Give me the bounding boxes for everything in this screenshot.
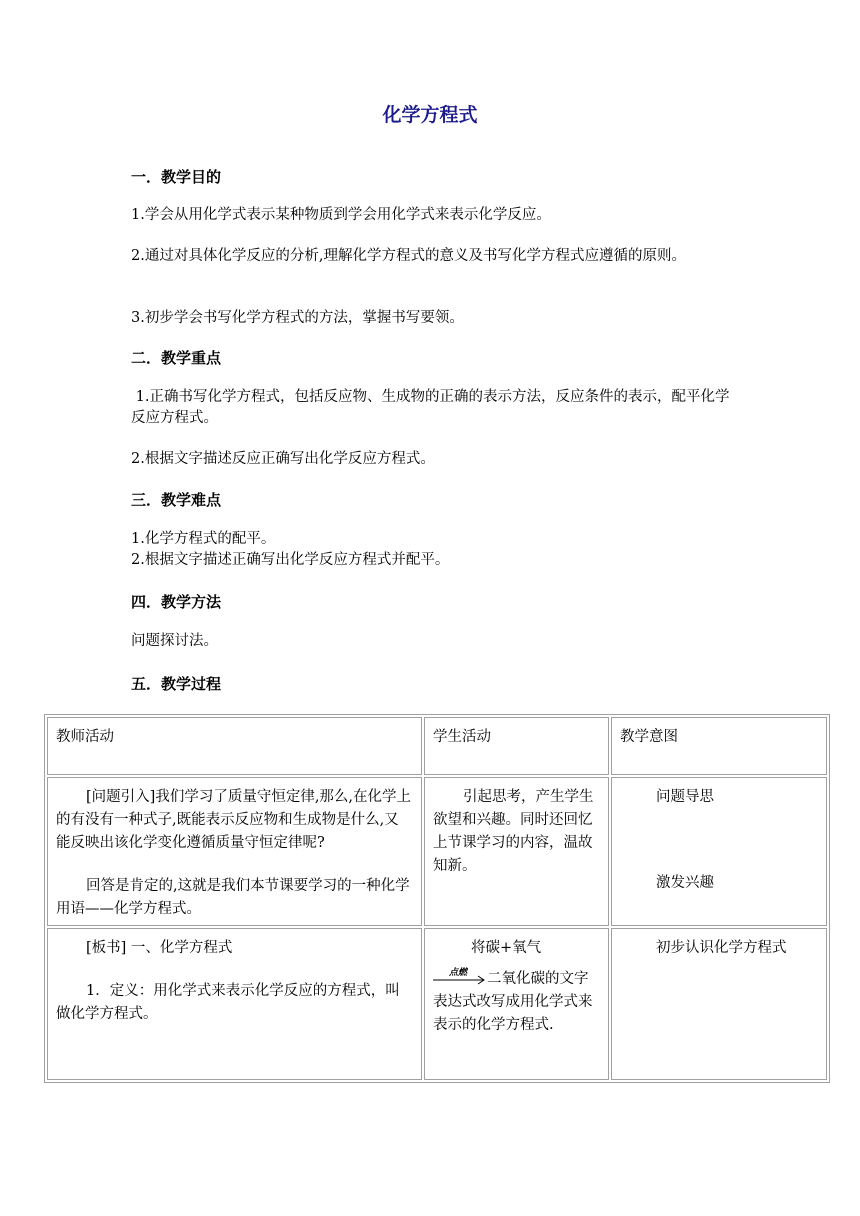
student-activity-text: 将碳+氧气 (471, 940, 542, 956)
teacher-activity-text: [板书] 一、化学方程式 (86, 940, 233, 956)
header-teaching-intent: 教学意图 (611, 717, 827, 775)
teacher-activity-text: 1．定义：用化学式来表示化学反应的方程式，叫做化学方程式。 (56, 983, 400, 1022)
section-heading-difficulties: 三．教学难点 (131, 491, 222, 509)
teaching-intent-text: 问题导思 (656, 789, 714, 805)
objective-item: 3.初步学会书写化学方程式的方法，掌握书写要领。 (131, 310, 464, 326)
table-row (47, 777, 827, 926)
header-teacher-activity: 教师活动 (47, 717, 422, 775)
key-point-item: 1.正确书写化学方程式，包括反应物、生成物的正确的表示方法，反应条件的表示，配平化学反应方程式。 (131, 389, 730, 426)
student-activity-text-wrap (433, 968, 600, 1037)
reaction-arrow-icon (433, 968, 487, 986)
difficulty-item: 1.化学方程式的配平。 (131, 531, 276, 547)
student-activity-cell (424, 928, 609, 1080)
section-heading-methods: 四．教学方法 (131, 593, 222, 611)
table-row (47, 928, 827, 1080)
teacher-activity-text: 回答是肯定的,这就是我们本节课要学习的一种化学用语——化学方程式。 (56, 878, 410, 917)
section-heading-process: 五．教学过程 (131, 675, 222, 693)
difficulty-item: 2.根据文字描述正确写出化学反应方程式并配平。 (131, 552, 450, 568)
student-activity-text: 二氧化碳的文字表达式改写成用化学式来表示的化学方程式. (433, 971, 593, 1033)
page-title: 化学方程式 (382, 104, 478, 126)
objective-item: 1.学会从用化学式表示某种物质到学会用化学式来表示化学反应。 (131, 207, 551, 223)
method-text: 问题探讨法。 (131, 633, 218, 649)
process-table (44, 714, 830, 1083)
objective-item: 2.通过对具体化学反应的分析,理解化学方程式的意义及书写化学方程式应遵循的原则。 (131, 248, 686, 264)
teaching-intent-cell (611, 777, 827, 926)
teaching-intent-text: 激发兴趣 (656, 875, 714, 891)
reaction-condition-label: 点燃 (449, 968, 468, 978)
student-activity-cell (424, 777, 609, 926)
key-point-item: 2.根据文字描述反应正确写出化学反应方程式。 (131, 451, 435, 467)
teacher-activity-cell (47, 777, 422, 926)
section-heading-objectives: 一．教学目的 (131, 168, 222, 186)
teaching-intent-text: 初步认识化学方程式 (656, 940, 787, 956)
header-student-activity: 学生活动 (424, 717, 609, 775)
teaching-intent-cell (611, 928, 827, 1080)
table-header-row (47, 717, 827, 775)
teacher-activity-cell (47, 928, 422, 1080)
student-activity-text: 引起思考，产生学生欲望和兴趣。同时还回忆上节课学习的内容，温故知新。 (433, 789, 594, 874)
section-heading-key-points: 二．教学重点 (131, 349, 222, 367)
teacher-activity-text: [问题引入]我们学习了质量守恒定律,那么,在化学上的有没有一种式子,既能表示反应物和生成物是什么,又能反映出该化学变化遵循质量守恒定律呢? (56, 789, 412, 851)
